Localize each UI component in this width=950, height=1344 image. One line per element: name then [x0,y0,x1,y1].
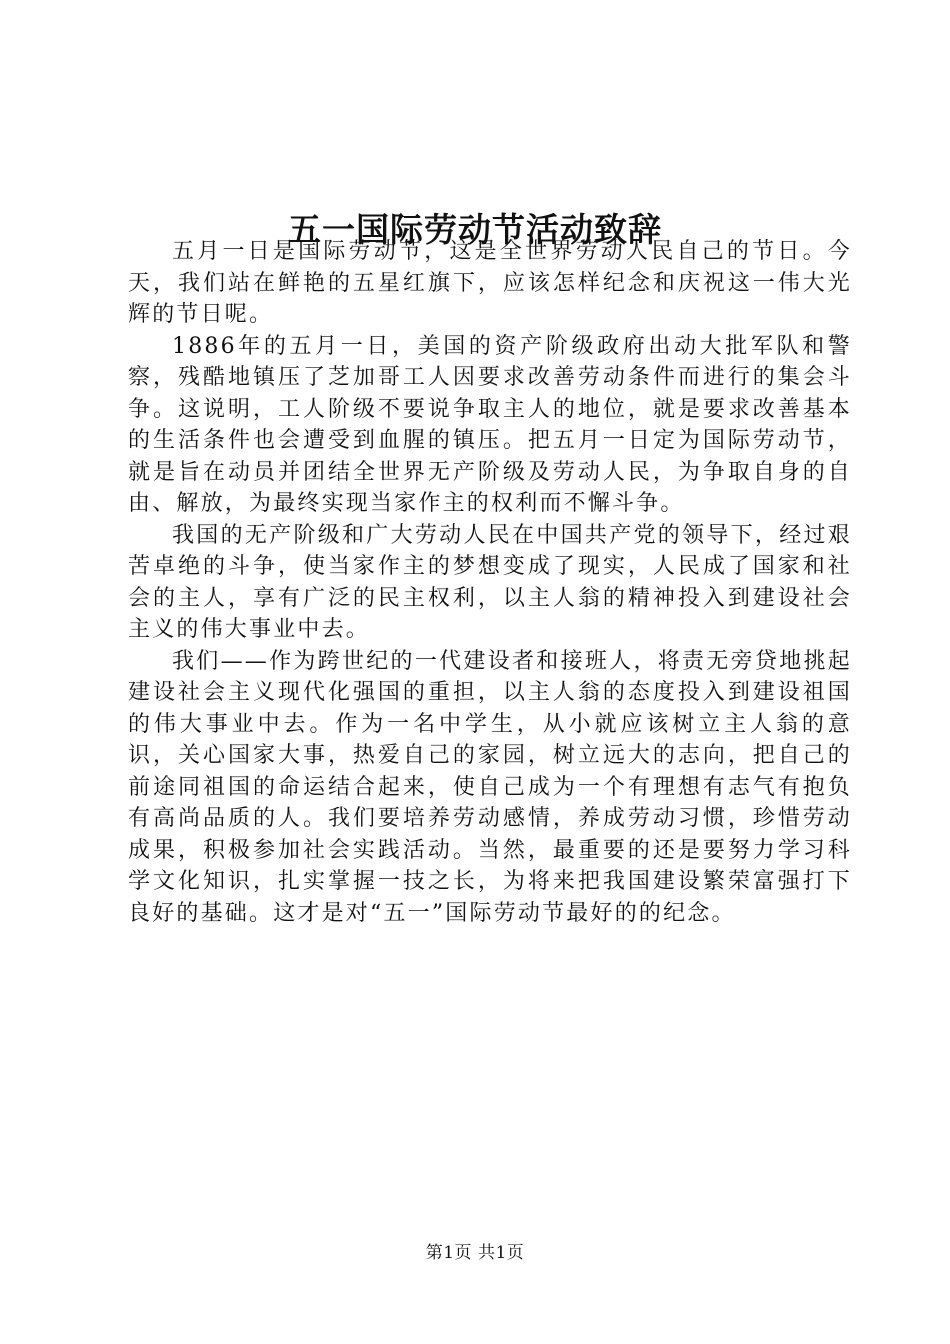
document-body [128,236,852,929]
paragraph-3: 我国的无产阶级和广大劳动人民在中国共产党的领导下，经过艰苦卓绝的斗争，使当家作主的梦想变成了现实，人民成了国家和社会的主人，享有广泛的民主权利，以主人翁的精神投入到建设社会主义的伟大事业中去。 [128,522,852,642]
paragraph-4: 我们——作为跨世纪的一代建设者和接班人，将责无旁贷地挑起建设社会主义现代化强国的重担，以主人翁的态度投入到建设祖国的伟大事业中去。作为一名中学生，从小就应该树立主人翁的意识，关心国家大事，热爱自己的家园，树立远大的志向，把自己的前途同祖国的命运结合起来，使自己成为一个有理想有志气有抱负有高尚品质的人。我们要培养劳动感情，养成劳动习惯，珍惜劳动成果，积极参加社会实践活动。当然，最重要的还是要努力学习科学文化知识，扎实掌握一技之长，为将来把我国建设繁荣富强打下良好的基础。这才是对“五一”国际劳动节最好的的纪念。 [128,648,852,926]
page-footer: 第1页 共1页 [425,1243,525,1263]
paragraph-2: 1886年的五月一日，美国的资产阶级政府出动大批军队和警察，残酷地镇压了芝加哥工人因要求改善劳动条件而进行的集会斗争。这说明，工人阶级不要说争取主人的地位，就是要求改善基本的生活条件也会遭受到血腥的镇压。把五月一日定为国际劳动节，就是旨在动员并团结全世界无产阶级及劳动人民，为争取自身的自由、解放，为最终实现当家作主的权利而不懈斗争。 [128,333,852,516]
document-title: 五一国际劳动节活动致辞 [288,210,662,250]
paragraph-1: 五月一日是国际劳动节，这是全世界劳动人民自己的节日。今天，我们站在鲜艳的五星红旗下，应该怎样纪念和庆祝这一伟大光辉的节日呢。 [128,239,852,327]
